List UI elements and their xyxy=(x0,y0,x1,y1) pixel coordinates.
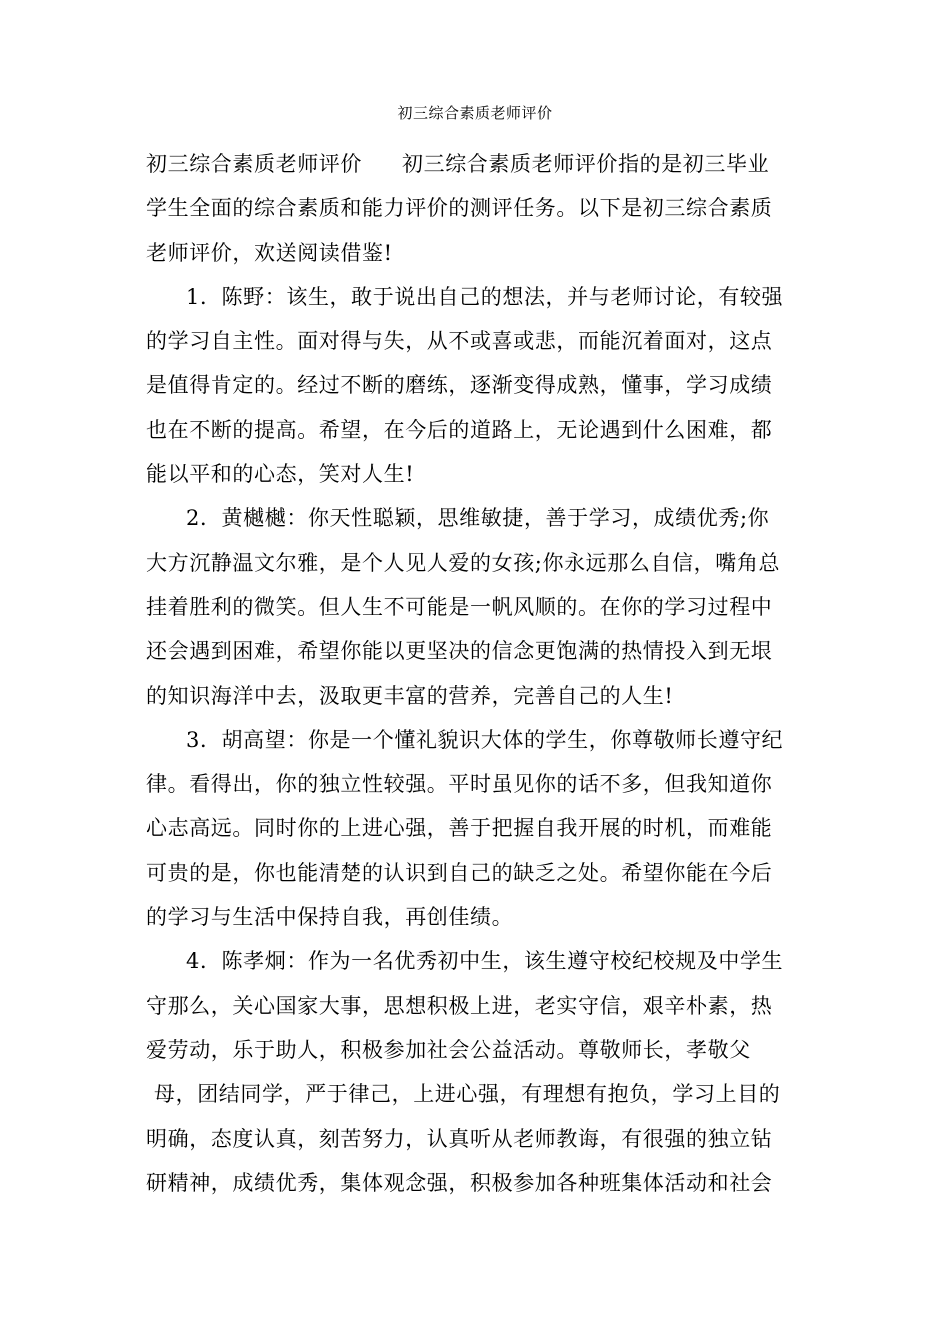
text-line: 的学习自主性。面对得与失，从不或喜或悲，而能沉着面对，这点 xyxy=(146,329,773,354)
text-line: 母，团结同学，严于律己，上进心强，有理想有抱负，学习上目的 xyxy=(154,1082,781,1107)
text-line: 律。看得出，你的独立性较强。平时虽见你的话不多，但我知道你 xyxy=(146,772,773,797)
text-line: 1．陈野：该生，敢于说出自己的想法，并与老师讨论，有较强 xyxy=(186,284,784,309)
text-line: 守那么，关心国家大事，思想积极上进，老实守信，艰辛朴素，热 xyxy=(146,993,773,1018)
text-line: 还会遇到困难，希望你能以更坚决的信念更饱满的热情投入到无垠 xyxy=(146,639,773,664)
evaluation-paragraph-1 xyxy=(146,275,808,496)
text-line: 心志高远。同时你的上进心强，善于把握自我开展的时机，而难能 xyxy=(146,816,773,841)
text-line: 的知识海洋中去，汲取更丰富的营养，完善自己的人生! xyxy=(146,683,674,708)
text-line: 学生全面的综合素质和能力评价的测评任务。以下是初三综合素质 xyxy=(146,196,773,221)
text-line: 明确，态度认真，刻苦努力，认真听从老师教诲，有很强的独立钻 xyxy=(146,1126,773,1151)
text-line: 大方沉静温文尔雅，是个人见人爱的女孩;你永远那么自信，嘴角总 xyxy=(146,550,781,575)
intro-line-1: 初三综合素质老师评价指的是初三毕业 xyxy=(402,152,770,176)
intro-lead-title: 初三综合素质老师评价 xyxy=(146,152,362,176)
evaluation-paragraph-2 xyxy=(146,496,808,717)
text-line: 的学习与生活中保持自我，再创佳绩。 xyxy=(146,905,514,930)
text-line: 4．陈孝炯：作为一名优秀初中生，该生遵守校纪校规及中学生 xyxy=(186,949,784,974)
text-line: 是值得肯定的。经过不断的磨练，逐渐变得成熟，懂事，学习成绩 xyxy=(146,373,773,398)
text-line: 可贵的是，你也能清楚的认识到自己的缺乏之处。希望你能在今后 xyxy=(146,860,773,885)
document-body xyxy=(146,142,808,1205)
evaluation-paragraph-4 xyxy=(146,939,808,1205)
evaluation-paragraph-3 xyxy=(146,718,808,939)
text-line xyxy=(146,142,808,186)
intro-paragraph xyxy=(146,142,808,275)
text-line: 3．胡高望：你是一个懂礼貌识大体的学生，你尊敬师长遵守纪 xyxy=(186,727,784,752)
page-header-title: 初三综合素质老师评价 xyxy=(397,104,553,122)
text-line: 老师评价，欢送阅读借鉴! xyxy=(146,240,393,265)
text-line: 挂着胜利的微笑。但人生不可能是一帆风顺的。在你的学习过程中 xyxy=(146,594,773,619)
text-line: 能以平和的心态，笑对人生! xyxy=(146,462,415,487)
text-line: 爱劳动，乐于助人，积极参加社会公益活动。尊敬师长，孝敬父 xyxy=(146,1037,751,1062)
text-line: 研精神，成绩优秀，集体观念强，积极参加各种班集体活动和社会 xyxy=(146,1170,773,1195)
text-line: 也在不断的提高。希望，在今后的道路上，无论遇到什么困难，都 xyxy=(146,417,773,442)
text-line: 2．黄樾樾：你天性聪颖，思维敏捷，善于学习，成绩优秀;你 xyxy=(186,506,770,531)
